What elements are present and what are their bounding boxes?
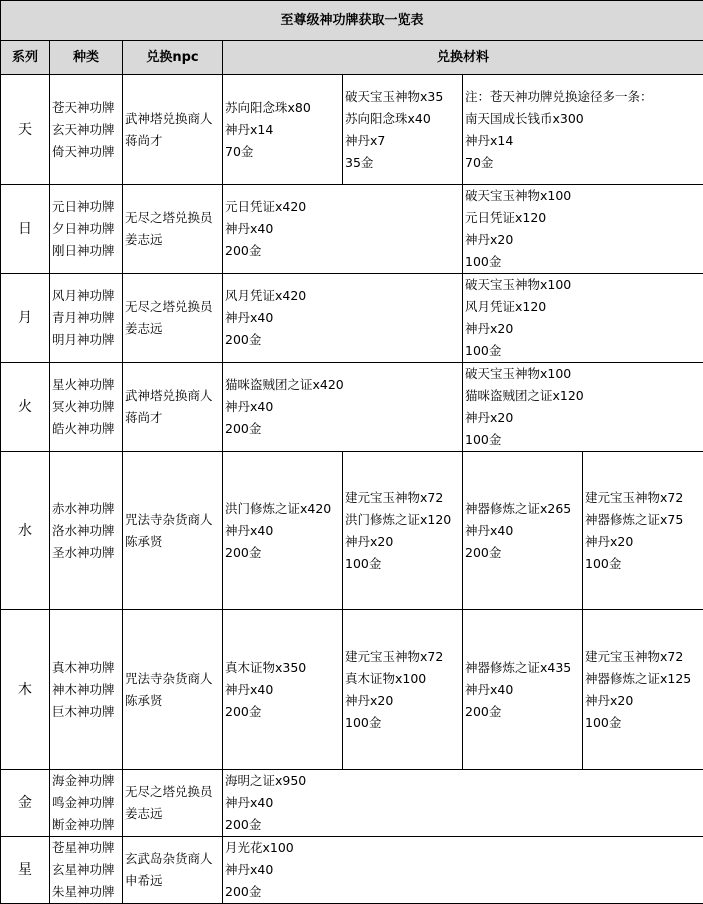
table-row (1, 75, 703, 185)
material-cell: 破天宝玉神物x100 元日凭证x120 神丹x20 100金 (463, 185, 703, 274)
kind-cell: 真木神功牌 神木神功牌 巨木神功牌 (50, 610, 123, 770)
series-cell: 月 (1, 274, 50, 363)
material-cell: 风月凭证x420 神丹x40 200金 (223, 274, 463, 363)
npc-cell: 武神塔兑换商人 蒋尚才 (123, 75, 223, 185)
kind-cell: 星火神功牌 冥火神功牌 皓火神功牌 (50, 363, 123, 452)
npc-cell: 无尽之塔兑换员 姜志远 (123, 770, 223, 837)
material-note-cell: 注：苍天神功牌兑换途径多一条： 南天国成长钱币x300 神丹x14 70金 (463, 75, 703, 185)
table-row (1, 837, 703, 904)
series-cell: 火 (1, 363, 50, 452)
series-cell: 水 (1, 452, 50, 610)
npc-cell: 玄武岛杂货商人 申希远 (123, 837, 223, 904)
series-cell: 木 (1, 610, 50, 770)
npc-cell: 无尽之塔兑换员 姜志远 (123, 274, 223, 363)
kind-cell: 苍星神功牌 玄星神功牌 朱星神功牌 (50, 837, 123, 904)
material-cell: 建元宝玉神物x72 神器修炼之证x125 神丹x20 100金 (583, 610, 703, 770)
material-cell: 破天宝玉神物x100 风月凭证x120 神丹x20 100金 (463, 274, 703, 363)
header-series: 系列 (1, 41, 50, 75)
table-row (1, 452, 703, 610)
material-cell: 苏向阳念珠x80 神丹x14 70金 (223, 75, 343, 185)
table-row (1, 610, 703, 770)
kind-cell: 赤水神功牌 洛水神功牌 圣水神功牌 (50, 452, 123, 610)
material-cell: 建元宝玉神物x72 真木证物x100 神丹x20 100金 (343, 610, 463, 770)
material-cell: 海明之证x950 神丹x40 200金 (223, 770, 703, 837)
series-cell: 日 (1, 185, 50, 274)
npc-cell: 咒法寺杂货商人 陈承贤 (123, 610, 223, 770)
material-cell: 月光花x100 神丹x40 200金 (223, 837, 703, 904)
material-cell: 破天宝玉神物x35 苏向阳念珠x40 神丹x7 35金 (343, 75, 463, 185)
series-cell: 星 (1, 837, 50, 904)
table-title: 至尊级神功牌获取一览表 (1, 1, 703, 41)
header-npc: 兑换npc (123, 41, 223, 75)
npc-cell: 武神塔兑换商人 蒋尚才 (123, 363, 223, 452)
material-cell: 破天宝玉神物x100 猫咪盗贼团之证x120 神丹x20 100金 (463, 363, 703, 452)
material-cell: 元日凭证x420 神丹x40 200金 (223, 185, 463, 274)
material-cell: 神器修炼之证x265 神丹x40 200金 (463, 452, 583, 610)
table-row (1, 274, 703, 363)
kind-cell: 海金神功牌 鸣金神功牌 断金神功牌 (50, 770, 123, 837)
table-row (1, 185, 703, 274)
material-cell: 神器修炼之证x435 神丹x40 200金 (463, 610, 583, 770)
kind-cell: 风月神功牌 青月神功牌 明月神功牌 (50, 274, 123, 363)
series-cell: 金 (1, 770, 50, 837)
series-cell: 天 (1, 75, 50, 185)
header-materials: 兑换材料 (223, 41, 703, 75)
material-cell: 真木证物x350 神丹x40 200金 (223, 610, 343, 770)
table-row (1, 770, 703, 837)
kind-cell: 苍天神功牌 玄天神功牌 倚天神功牌 (50, 75, 123, 185)
kind-cell: 元日神功牌 夕日神功牌 刚日神功牌 (50, 185, 123, 274)
table-row (1, 363, 703, 452)
material-cell: 建元宝玉神物x72 洪门修炼之证x120 神丹x20 100金 (343, 452, 463, 610)
material-cell: 建元宝玉神物x72 神器修炼之证x75 神丹x20 100金 (583, 452, 703, 610)
npc-cell: 咒法寺杂货商人 陈承贤 (123, 452, 223, 610)
material-cell: 猫咪盗贼团之证x420 神丹x40 200金 (223, 363, 463, 452)
material-cell: 洪门修炼之证x420 神丹x40 200金 (223, 452, 343, 610)
npc-cell: 无尽之塔兑换员 姜志远 (123, 185, 223, 274)
header-kind: 种类 (50, 41, 123, 75)
